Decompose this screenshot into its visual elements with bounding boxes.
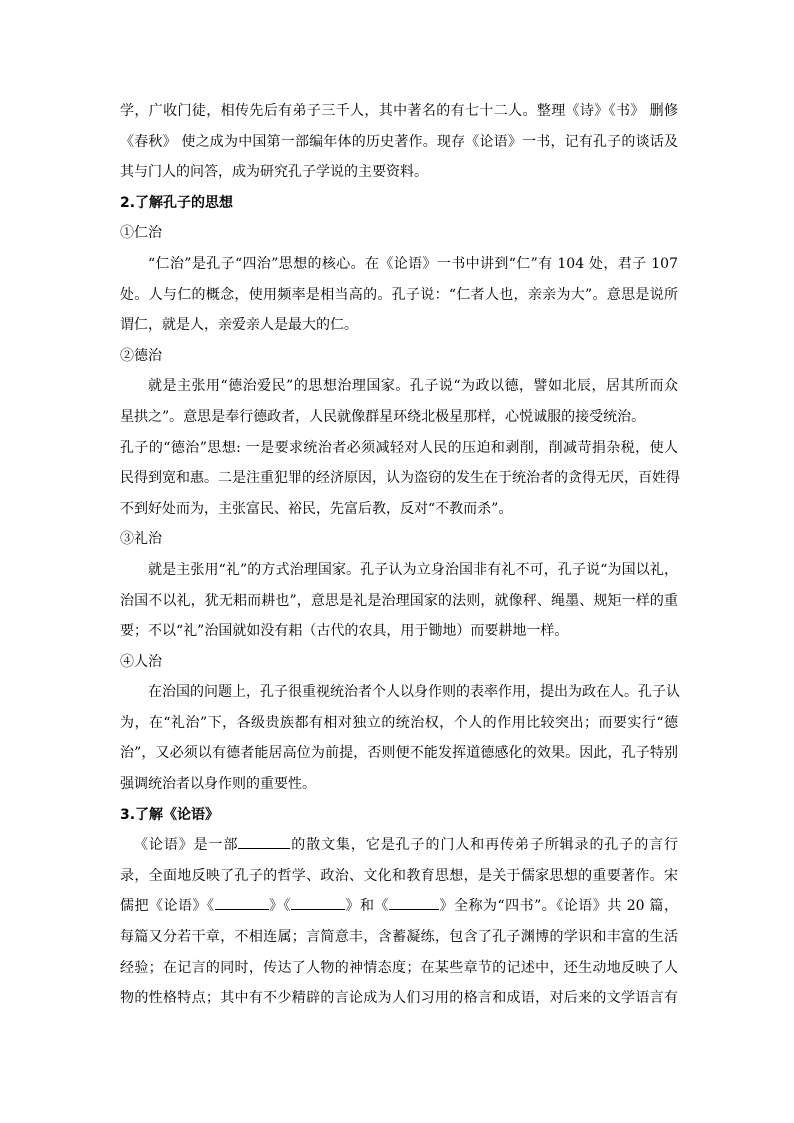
- document-page: [120, 96, 678, 1014]
- text-fragment: 《论语》是一部: [134, 837, 239, 854]
- paragraph-line: 物的性格特点；其中有不少精辟的言论成为人们习用的格言和成语，对后来的文学语言有: [120, 990, 678, 1007]
- paragraph-line: 经验；在记言的同时，传达了人物的神情态度；在某些章节的记述中，还生动地反映了人: [120, 959, 678, 976]
- paragraph-line: 治国不以礼，犹无耜而耕也”，意思是礼是治理国家的法则，就像秤、绳墨、规矩一样的重: [120, 592, 678, 609]
- text-fragment: 儒把《论语》《: [120, 898, 215, 915]
- text-fragment: 》《: [268, 898, 291, 915]
- intro-line: 《春秋》 使之成为中国第一部编年体的历史著作。现存《论语》一书，记有孔子的谈话及: [120, 133, 678, 150]
- intro-line: 其与门人的问答，成为研究孔子学说的主要资料。: [120, 164, 428, 181]
- paragraph-line: 不到好处而为，主张富民、裕民，先富后教，反对“不教而杀”。: [120, 500, 513, 517]
- subsection-title: ①仁治: [120, 225, 162, 242]
- paragraph-line: [120, 830, 678, 861]
- intro-line: 学，广收门徒，相传先后有弟子三千人，其中著名的有七十二人。整理《诗》《书》 删修: [120, 103, 678, 119]
- paragraph-line: 每篇又分若干章，不相连属；言简意丰，含蓄凝练，包含了孔子渊博的学识和丰富的生活: [120, 929, 678, 946]
- paragraph-line: [120, 891, 678, 922]
- paragraph-line: 星拱之”。意思是奉行德政者，人民就像群星环绕北极星那样，心悦诚服的接受统治。: [120, 408, 646, 425]
- paragraph-line: 孔子的“德治”思想: 一是要求统治者必须减轻对人民的压迫和剥削，削减苛捐杂税，使人: [120, 439, 678, 456]
- paragraph-line: 在治国的问题上，孔子很重视统治者个人以身作则的表率作用，提出为政在人。孔子认: [148, 684, 680, 701]
- paragraph-line: “仁治”是孔子“四治”思想的核心。在《论语》一书中讲到“仁”有 104 处，君子 107: [148, 255, 678, 272]
- text-fragment: 》和《: [345, 898, 389, 915]
- paragraph-line: 强调统治者以身作则的重要性。: [120, 776, 316, 793]
- text-fragment: 的散文集，它是孔子的门人和再传弟子所辑录的孔子的言行: [290, 837, 679, 854]
- paragraph-line: 要；不以“礼”治国就如没有耜（古代的农具，用于锄地）而要耕地一样。: [120, 623, 569, 640]
- paragraph-line: 就是主张用“德治爱民”的思想治理国家。孔子说“为政以德，譬如北辰，居其所而众: [148, 378, 678, 395]
- subsection-title: ③礼治: [120, 531, 162, 548]
- paragraph-line: 治”，又必须以有德者能居高位为前提，否则便不能发挥道德感化的效果。因此，孔子特别: [120, 745, 678, 762]
- subsection-title: ④人治: [120, 653, 162, 670]
- paragraph-line: 民得到宽和惠。二是注重犯罪的经济原因，认为盗窃的发生在于统治者的贪得无厌，百姓得: [120, 470, 680, 487]
- text-fragment: 》全称为“四书”。《论语》共 20 篇，: [439, 898, 679, 915]
- section-heading: 2.了解孔子的思想: [120, 194, 234, 211]
- fill-in-blank[interactable]: [389, 895, 439, 910]
- paragraph-line: 谓仁，就是人，亲爱亲人是最大的仁。: [120, 317, 358, 334]
- section-heading: 3.了解《论语》: [120, 806, 220, 823]
- paragraph-line: 为，在“礼治”下，各级贵族都有相对独立的统治权，个人的作用比较突出；而要实行“德: [120, 714, 678, 731]
- subsection-title: ②德治: [120, 347, 162, 364]
- paragraph-line: 处。人与仁的概念，使用频率是相当高的。孔子说：“仁者人也，亲亲为大”。意思是说所: [120, 286, 678, 303]
- fill-in-blank[interactable]: [291, 895, 345, 910]
- paragraph-line: 录，全面地反映了孔子的哲学、政治、文化和教育思想，是关于儒家思想的重要著作。宋: [120, 867, 678, 884]
- fill-in-blank[interactable]: [215, 895, 269, 910]
- paragraph-line: 就是主张用“礼”的方式治理国家。孔子认为立身治国非有礼不可，孔子说“为国以礼，: [148, 561, 678, 578]
- fill-in-blank[interactable]: [238, 834, 290, 849]
